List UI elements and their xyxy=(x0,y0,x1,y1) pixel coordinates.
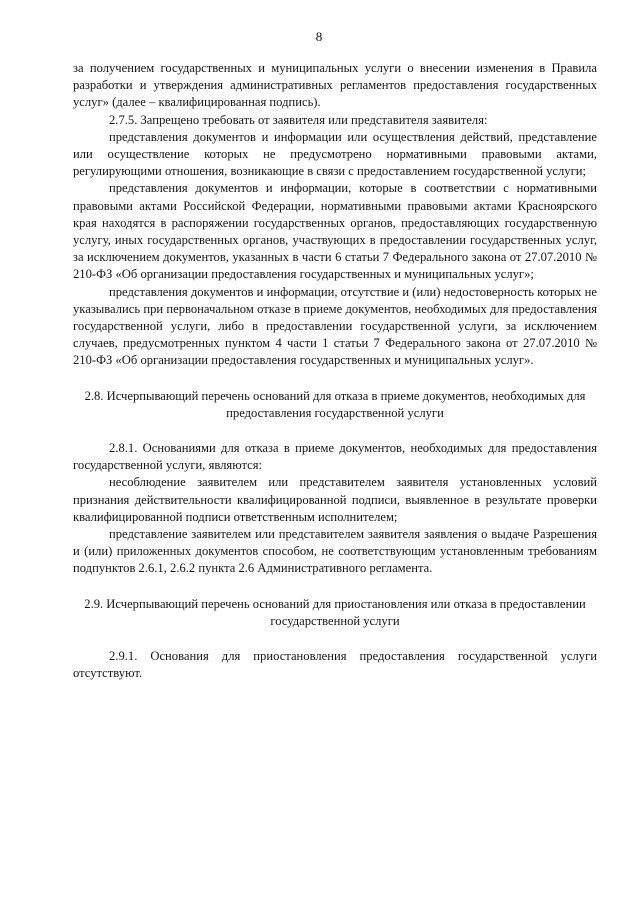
paragraph-2-7-5: 2.7.5. Запрещено требовать от заявителя или представителя заявителя: xyxy=(109,112,488,127)
section-heading-2-9: 2.9. Исчерпывающий перечень оснований для приостановления или отказа в предоставлении государственной услуги xyxy=(84,596,586,628)
paragraph-2-7-5-item-a: представления документов и информации или осуществления действий, представление или осуществление которых не предусмотрено нормативными правовыми актами, регулирующими отношения, возникающие в связи с предоставлением государственной услуги; xyxy=(73,129,597,179)
paragraph-2-9-1: 2.9.1. Основания для приостановления предоставления государственной услуги отсутствуют. xyxy=(73,649,597,681)
paragraph-continuation: за получением государственных и муниципальных услуги о внесении изменения в Правила разработки и утверждения административных регламентов предоставления государственных услуг» (далее – квалифицированная подпись). xyxy=(73,61,597,110)
section-heading-2-8: 2.8. Исчерпывающий перечень оснований для отказа в приеме документов, необходимых для предоставления государственной услуги xyxy=(84,388,586,420)
paragraph-2-7-5-item-c: представления документов и информации, отсутствие и (или) недостоверность которых не указывались при первоначальном отказе в приеме документов, необходимых для предоставления государственной услуги, либо в предоставлении государственной услуги, за исключением случаев, предусмотренных пунктом 4 части 1 статьи 7 Федерального закона от 27.07.2010 № 210-ФЗ «Об организации предоставления государственных и муниципальных услуг». xyxy=(73,284,597,368)
paragraph-2-8-1-item-b: представление заявителем или представителем заявителя заявления о выдаче Разрешения и (или) приложенных документов способом, не соответствующим установленным требованиям подпунктов 2.6.1, 2.6.2 пункта 2.6 Административного регламента. xyxy=(73,527,597,576)
paragraph-2-8-1-item-a: несоблюдение заявителем или представителем заявителя установленных условий признания действительности квалифицированной подписи, выявленное в результате проверки квалифицированной подписи ответственным исполнителем; xyxy=(73,475,597,524)
paragraph-2-7-5-item-b: представления документов и информации, которые в соответствии с нормативными правовыми актами Российской Федерации, нормативными правовыми актами Красноярского края находятся в распоряжении государственных органов, предоставляющих государственную услугу, иных государственных органов, участвующих в предоставлении государственных услуг, за исключением документов, указанных в части 6 статьи 7 Федерального закона от 27.07.2010 № 210-ФЗ «Об организации предоставления государственных и муниципальных услуг»; xyxy=(73,181,597,282)
paragraph-2-8-1: 2.8.1. Основаниями для отказа в приеме документов, необходимых для предоставления государственной услуги, являются: xyxy=(73,441,597,473)
document-body xyxy=(73,60,597,683)
page-number: 8 xyxy=(315,29,323,44)
